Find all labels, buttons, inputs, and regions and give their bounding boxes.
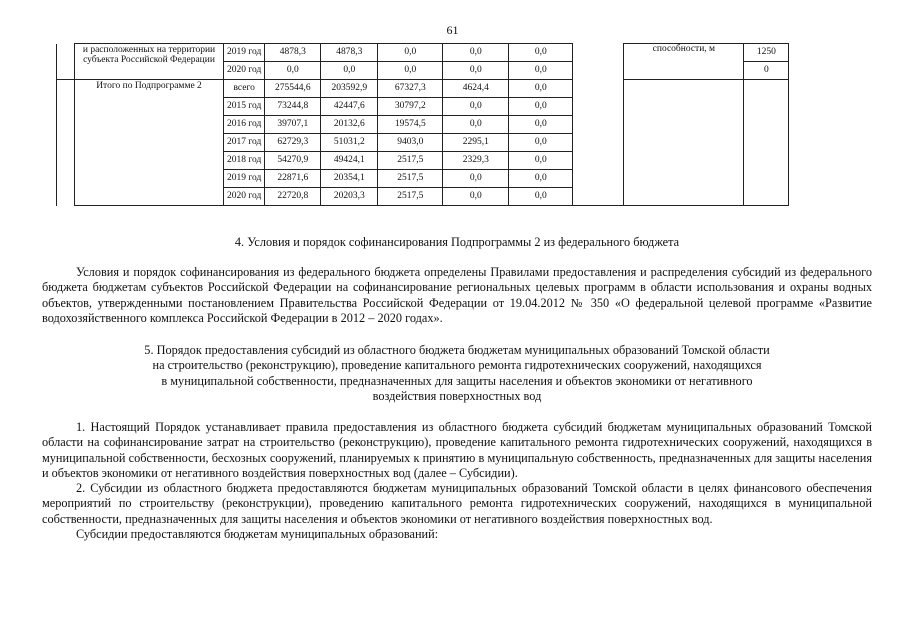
table-cell-value: 4878,3 bbox=[321, 44, 378, 62]
table-cell-value: 0,0 bbox=[378, 44, 443, 62]
table-cell-blank bbox=[624, 80, 744, 206]
table-cell-value: 0,0 bbox=[509, 80, 573, 98]
table-cell-value: 0,0 bbox=[443, 116, 509, 134]
table-cell-value: 0,0 bbox=[509, 98, 573, 116]
heading-line: 5. Порядок предоставления субсидий из областного бюджета бюджетам муниципальных образований Томской области bbox=[144, 343, 770, 357]
section-4-heading: 4. Условия и порядок софинансирования Подпрограммы 2 из федерального бюджета bbox=[234, 235, 680, 249]
budget-table bbox=[56, 43, 789, 206]
table-cell-blank bbox=[57, 44, 75, 80]
table-cell-year: 2020 год bbox=[224, 188, 265, 206]
table-cell-value: 2517,5 bbox=[378, 188, 443, 206]
table-cell-year: 2019 год bbox=[224, 44, 265, 62]
table-cell-year: всего bbox=[224, 80, 265, 98]
table-cell-value: 0,0 bbox=[443, 170, 509, 188]
table-cell-value: 22720,8 bbox=[265, 188, 321, 206]
table-cell-description: и расположенных на территории субъекта Российской Федерации bbox=[75, 44, 224, 80]
table-cell-value: 0,0 bbox=[443, 44, 509, 62]
table-cell-value: 20132,6 bbox=[321, 116, 378, 134]
section-4-body bbox=[42, 265, 872, 326]
table-cell-value: 42447,6 bbox=[321, 98, 378, 116]
table-cell-value: 0,0 bbox=[509, 152, 573, 170]
table-cell-value: 2329,3 bbox=[443, 152, 509, 170]
table-cell-value: 73244,8 bbox=[265, 98, 321, 116]
table-cell-value: 0,0 bbox=[509, 44, 573, 62]
table-cell-indicator: способности, м bbox=[624, 44, 744, 80]
heading-line: воздействия поверхностных вод bbox=[372, 388, 542, 403]
table-cell-value: 67327,3 bbox=[378, 80, 443, 98]
table-cell-year: 2017 год bbox=[224, 134, 265, 152]
table-cell-value: 0,0 bbox=[443, 98, 509, 116]
table-cell-value: 0,0 bbox=[443, 62, 509, 80]
table-cell-value: 54270,9 bbox=[265, 152, 321, 170]
table-cell-year: 2020 год bbox=[224, 62, 265, 80]
table-cell-value: 20354,1 bbox=[321, 170, 378, 188]
table-cell-value: 0,0 bbox=[509, 116, 573, 134]
table-cell-value: 4878,3 bbox=[265, 44, 321, 62]
table-cell-indicator-value: 1250 bbox=[744, 44, 789, 62]
table-cell-total-label: Итого по Подпрограмме 2 bbox=[75, 80, 224, 206]
table-cell-blank bbox=[744, 80, 789, 206]
table-cell-value: 275544,6 bbox=[265, 80, 321, 98]
table-cell-value: 51031,2 bbox=[321, 134, 378, 152]
table-cell-value: 203592,9 bbox=[321, 80, 378, 98]
table-cell-value: 22871,6 bbox=[265, 170, 321, 188]
table-cell-value: 30797,2 bbox=[378, 98, 443, 116]
table-cell-value: 9403,0 bbox=[378, 134, 443, 152]
table-cell-value: 0,0 bbox=[265, 62, 321, 80]
table-cell-blank bbox=[573, 44, 624, 206]
table-cell-value: 20203,3 bbox=[321, 188, 378, 206]
table-cell-value: 2295,1 bbox=[443, 134, 509, 152]
table-cell-value: 4624,4 bbox=[443, 80, 509, 98]
table-cell-year: 2019 год bbox=[224, 170, 265, 188]
table-cell-year: 2018 год bbox=[224, 152, 265, 170]
table-cell-value: 49424,1 bbox=[321, 152, 378, 170]
table-cell-value: 0,0 bbox=[509, 62, 573, 80]
table-cell-value: 19574,5 bbox=[378, 116, 443, 134]
table-cell-year: 2016 год bbox=[224, 116, 265, 134]
paragraph: Условия и порядок софинансирования из федерального бюджета определены Правилами предоставления и распределения субсидий из федерального бюджета бюджетам субъектов Российской Федерации на софинансирование региональных целевых программ в области использования и охраны водных объектов, утвержденными постановлением Правительства Российской Федерации от 19.04.2012 № 350 «О федеральной целевой программе «Развитие водохозяйственного комплекса Российской Федерации в 2012 – 2020 годах». bbox=[42, 265, 872, 325]
paragraph: 1. Настоящий Порядок устанавливает правила предоставления из областного бюджета субсидий бюджетам муниципальных образований Томской области на софинансирование затрат на строительство (реконструкцию), проведение капитального ремонта гидротехнических сооружений, находящихся в муниципальной собственности, бесхозных сооружений, планируемых к принятию в муниципальную собственность, предназначенных для защиты населения и объектов экономики от негативного воздействия поверхностных вод (далее – Субсидии). bbox=[42, 420, 872, 480]
table-row bbox=[57, 44, 789, 62]
table-cell-value: 0,0 bbox=[443, 188, 509, 206]
table-cell-value: 0,0 bbox=[509, 134, 573, 152]
table-cell-blank bbox=[57, 80, 75, 206]
table-cell-indicator-value: 0 bbox=[744, 62, 789, 80]
table-cell-value: 0,0 bbox=[321, 62, 378, 80]
table-row bbox=[57, 80, 789, 98]
table-cell-value: 2517,5 bbox=[378, 170, 443, 188]
table-cell-year: 2015 год bbox=[224, 98, 265, 116]
section-5-body bbox=[42, 420, 872, 542]
heading-line: в муниципальной собственности, предназначенных для защиты населения и объектов экономики от негативного bbox=[161, 373, 753, 388]
table-cell-value: 62729,3 bbox=[265, 134, 321, 152]
table-cell-value: 0,0 bbox=[378, 62, 443, 80]
section-5-heading bbox=[42, 343, 872, 404]
table-cell-value: 0,0 bbox=[509, 170, 573, 188]
heading-line: на строительство (реконструкцию), проведение капитального ремонта гидротехнических сооружений, находящихся bbox=[152, 358, 762, 373]
paragraph: 2. Субсидии из областного бюджета предоставляются бюджетам муниципальных образований Томской области в целях финансового обеспечения мероприятий по строительству (реконструкции), проведению капитального ремонта гидротехнических сооружений, находящихся в муниципальной собственности, предназначенных для защиты населения и объектов экономики от негативного воздействия поверхностных вод. bbox=[42, 481, 872, 526]
page-number: 61 bbox=[446, 23, 459, 37]
table-cell-value: 2517,5 bbox=[378, 152, 443, 170]
table-cell-value: 39707,1 bbox=[265, 116, 321, 134]
table-cell-value: 0,0 bbox=[509, 188, 573, 206]
paragraph: Субсидии предоставляются бюджетам муниципальных образований: bbox=[76, 527, 439, 542]
